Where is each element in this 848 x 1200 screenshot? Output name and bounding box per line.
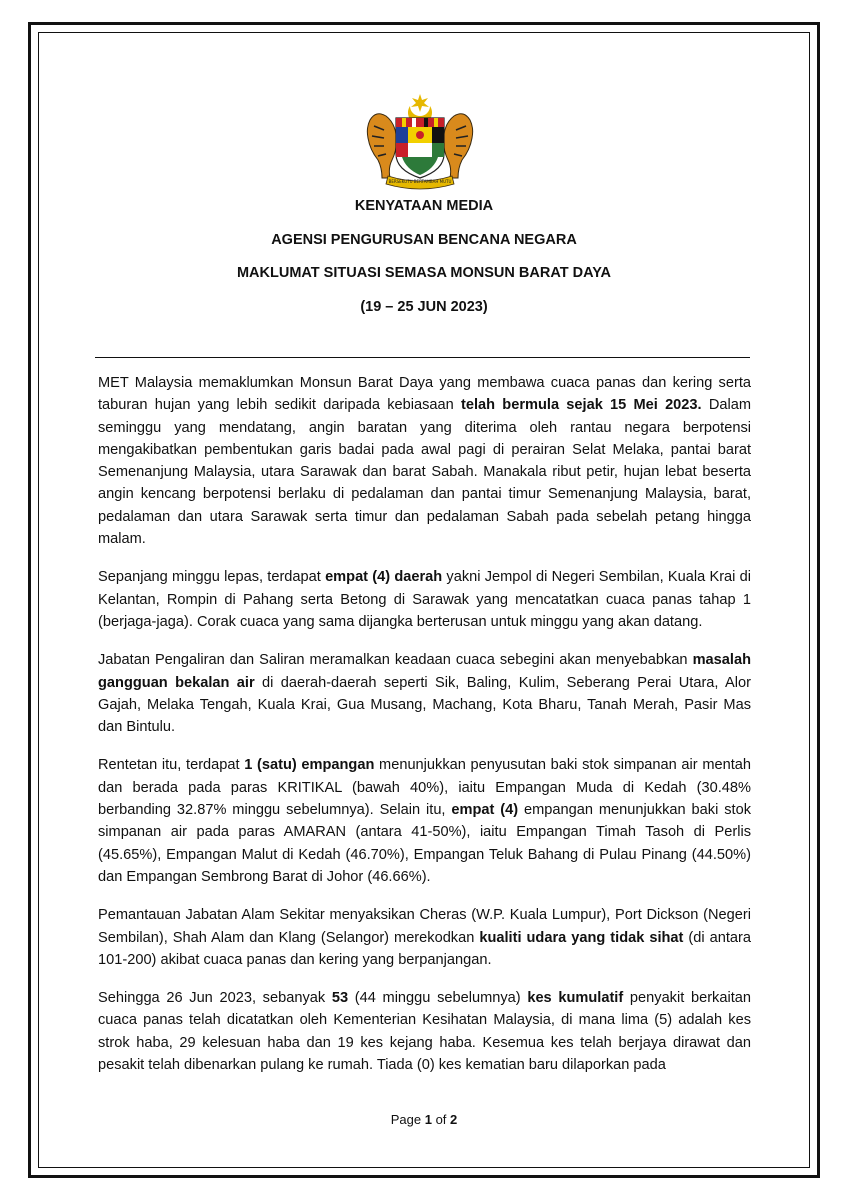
body-paragraph bbox=[98, 649, 751, 738]
text-run: Dalam seminggu yang mendatang, angin baratan yang diterima oleh rantau negara berpotensi mengakibatkan pembentukan garis badai pada awal pagi di perairan Selat Melaka, pantai barat Semenanjung Malaysia, utara Sarawak dan barat Sabah. Manakala ribut petir, hujan lebat beserta angin kencang berpotensi berlaku di pedalaman dan pantai timur Semenanjung Malaysia, barat, pedalaman dan utara Sarawak serta timur dan pedalaman Sabah pada sebelah petang hingga malam. bbox=[98, 397, 751, 548]
page-footer bbox=[0, 1112, 848, 1127]
bold-text-run: kualiti udara yang tidak sihat bbox=[479, 929, 684, 946]
text-run: Rentetan itu, terdapat bbox=[98, 757, 245, 774]
bold-text-run: telah bermula sejak 15 Mei 2023. bbox=[461, 397, 702, 414]
text-run: Jabatan Pengaliran dan Saliran meramalkan keadaan cuaca sebegini akan menyebabkan bbox=[98, 652, 693, 669]
press-release-body bbox=[98, 372, 751, 1092]
body-paragraph bbox=[98, 754, 751, 888]
bold-text-run: kes kumulatif bbox=[527, 990, 624, 1007]
text-run: MET Malaysia memaklumkan Monsun Barat Daya yang membawa cuaca panas dan kering serta taburan hujan yang lebih sedikit daripada kebiasaan bbox=[98, 375, 751, 414]
header-divider bbox=[95, 357, 750, 358]
bold-text-run: masalah gangguan bekalan air bbox=[98, 652, 751, 691]
text-run: empangan menunjukkan baki stok simpanan air pada paras AMARAN (antara 41-50%), iaitu Empangan Timah Tasoh di Perlis (45.65%), Empangan Malut di Kedah (46.70%), Empangan Teluk Bahang di Pulau Pinang (44.50%) dan Empangan Sembrong Barat di Johor (46.66%). bbox=[98, 802, 751, 885]
body-paragraph bbox=[98, 987, 751, 1076]
text-run: (44 minggu sebelumnya) bbox=[348, 990, 528, 1007]
crest-motto: BERSEKUTU BERTAMBAH MUTU bbox=[388, 179, 452, 184]
body-paragraph bbox=[98, 904, 751, 971]
bold-text-run: 1 (satu) empangan bbox=[244, 757, 375, 774]
coat-of-arms-icon bbox=[352, 92, 488, 192]
header-line-date-range: (19 – 25 JUN 2023) bbox=[360, 298, 488, 315]
text-run: menunjukkan penyusutan baki stok simpanan air mentah dan berada pada paras KRITIKAL (bawah 40%), iaitu Empangan Muda di Kedah (30.48% berbanding 32.87% minggu sebelumnya). Selain itu, bbox=[98, 757, 751, 819]
text-run: di daerah-daerah seperti Sik, Baling, Kulim, Seberang Perai Utara, Alor Gajah, Melaka Tengah, Kuala Krai, Gua Musang, Machang, Kota Bharu, Tanah Merah, Pasir Mas dan Bintulu. bbox=[98, 674, 751, 736]
text-run: Sepanjang minggu lepas, terdapat bbox=[98, 569, 326, 586]
text-run: penyakit berkaitan cuaca panas telah dicatatkan oleh Kementerian Kesihatan Malaysia, di mana lima (5) adalah kes strok haba, 29 kelesuan haba dan 19 kes kejang haba. Kesemua kes telah berjaya dirawat dan pesakit telah dibenarkan pulang ke rumah. Tiada (0) kes kematian baru dilaporkan pada bbox=[98, 990, 751, 1074]
header-line-media-statement: KENYATAAN MEDIA bbox=[354, 198, 494, 214]
text-run: yakni Jempol di Negeri Sembilan, Kuala Krai di Kelantan, Rompin di Pahang serta Betong di Sarawak yang mencatatkan cuaca panas tahap 1 (berjaga-jaga). Corak cuaca yang sama dijangka berterusan untuk minggu yang akan datang. bbox=[98, 569, 751, 630]
text-run: Sehingga 26 Jun 2023, sebanyak bbox=[98, 990, 332, 1007]
press-release-header bbox=[60, 196, 788, 330]
bold-text-run: empat (4) daerah bbox=[325, 569, 443, 586]
header-line-agency: AGENSI PENGURUSAN BENCANA NEGARA bbox=[271, 231, 577, 248]
header-line-subject: MAKLUMAT SITUASI SEMASA MONSUN BARAT DAYA bbox=[236, 265, 612, 281]
page-label: Page bbox=[390, 1112, 422, 1127]
bold-text-run: 53 bbox=[331, 990, 349, 1007]
body-paragraph bbox=[98, 372, 751, 550]
page-total: 2 bbox=[450, 1112, 458, 1127]
page-of-label: of bbox=[435, 1112, 447, 1127]
text-run: (di antara 101-200) akibat cuaca panas dan kering yang berpanjangan. bbox=[98, 929, 751, 968]
body-paragraph bbox=[98, 566, 751, 633]
page-current: 1 bbox=[424, 1112, 432, 1127]
bold-text-run: empat (4) bbox=[451, 802, 519, 819]
text-run: Pemantauan Jabatan Alam Sekitar menyaksikan Cheras (W.P. Kuala Lumpur), Port Dickson (Negeri Sembilan), Shah Alam dan Klang (Selangor) merekodkan bbox=[98, 907, 751, 946]
